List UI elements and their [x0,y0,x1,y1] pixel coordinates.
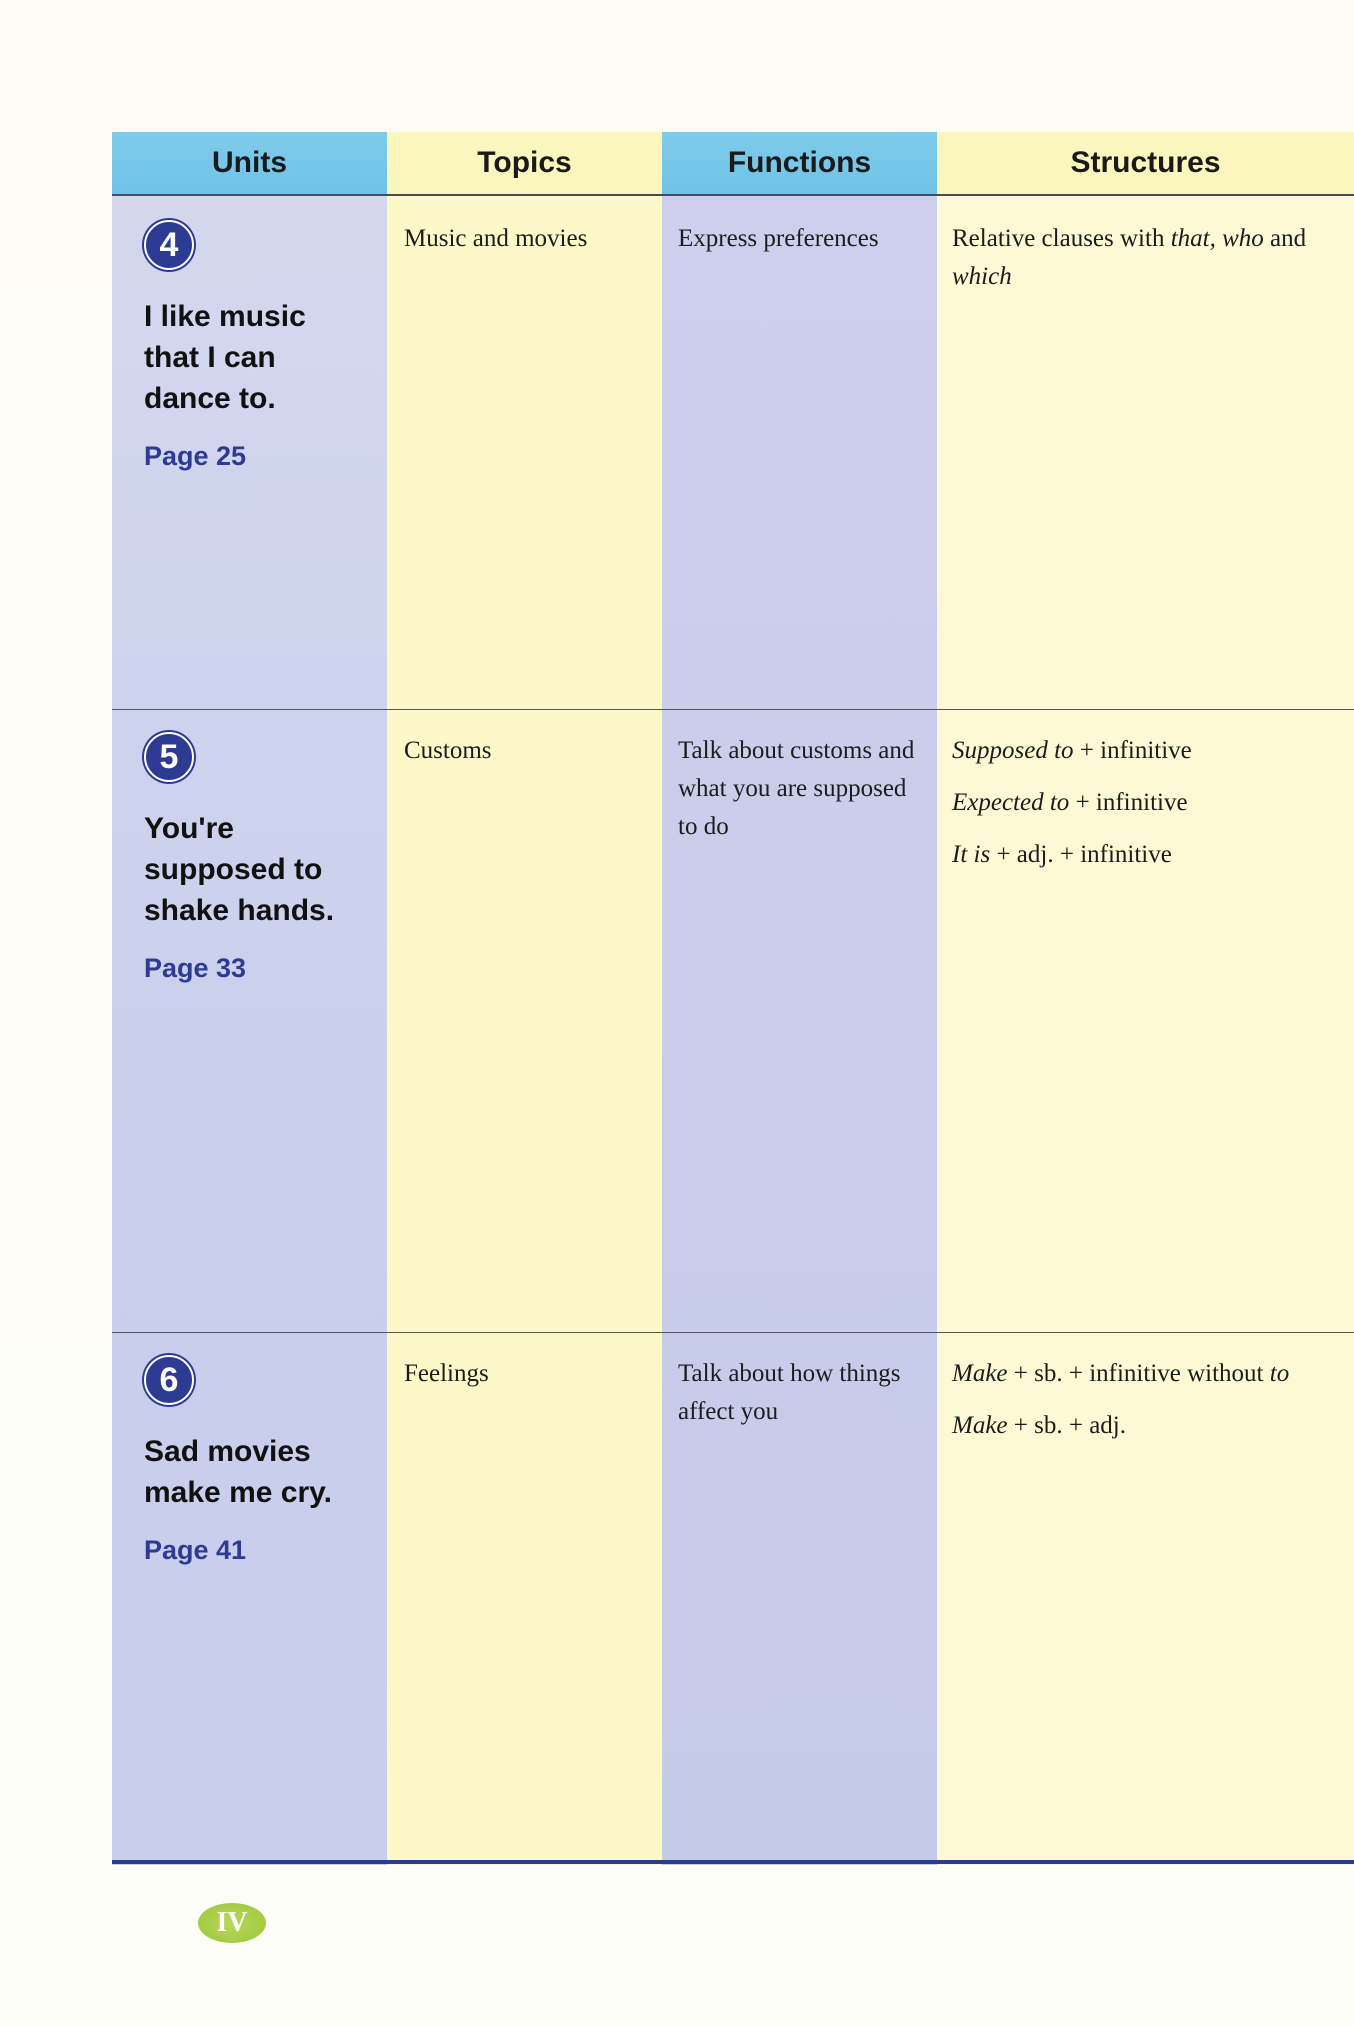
structure-keyword: to [1269,1360,1290,1387]
structures-column [937,132,1354,1865]
unit-title-line: You're [144,812,234,845]
structure-keyword: Expected to [952,789,1070,816]
structure-line [952,220,1342,296]
unit-title-line: shake hands. [144,894,335,927]
functions-column [662,132,937,1865]
structure-keyword: Make [952,1360,1008,1387]
structure-keyword: Supposed to [952,737,1074,764]
unit-title [144,296,374,419]
structure-line [952,1407,1342,1445]
unit-title [144,808,374,931]
unit-title-line: supposed to [144,853,323,886]
structure-keyword: that, who [1170,225,1264,252]
unit-title-line: Sad movies [144,1435,311,1468]
structure-keyword: It is [952,841,991,868]
header-units: Units [112,132,387,194]
header-functions: Functions [662,132,937,194]
structure-text: + sb. + infinitive without [1007,1360,1270,1387]
structure-line [952,1355,1342,1393]
unit-title-line: make me cry. [144,1476,332,1509]
structure-text: Relative clauses with [952,225,1171,252]
structure-keyword: Make [952,1412,1008,1439]
row-divider [112,1332,1354,1333]
unit-title [144,1431,374,1513]
unit-cell [144,1355,374,1569]
unit-title-line: that I can [144,341,276,374]
structure-text: and [1263,225,1307,252]
structure-text: + infinitive [1073,737,1192,764]
topic-cell: Music and movies [404,225,588,252]
structure-text: + sb. + adj. [1007,1412,1127,1439]
unit-number-badge: 6 [144,1355,194,1405]
unit-cell [144,220,374,475]
unit-cell [144,732,374,987]
structure-cell [952,1355,1342,1459]
function-cell: Express preferences [678,225,879,252]
structure-cell [952,732,1342,888]
structure-cell [952,220,1342,310]
structure-line [952,784,1342,822]
structure-line [952,732,1342,770]
unit-title-line: I like music [144,300,306,333]
unit-page-link[interactable]: Page 41 [144,1535,247,1565]
topics-column [387,132,662,1865]
header-structures: Structures [937,132,1354,194]
structure-line [952,836,1342,874]
function-cell: Talk about how things affect you [678,1360,901,1425]
structure-keyword: which [952,263,1012,290]
table-bottom-rule [112,1860,1354,1864]
function-cell: Talk about customs and what you are supposed to do [678,737,915,840]
unit-number-badge: 5 [144,732,194,782]
unit-page-link[interactable]: Page 25 [144,441,247,471]
row-divider [112,709,1354,710]
contents-table [112,132,1354,1865]
unit-number-badge: 4 [144,220,194,270]
structure-text: + infinitive [1069,789,1188,816]
topic-cell: Customs [404,737,492,764]
structure-text: + adj. + infinitive [990,841,1172,868]
header-divider [112,194,1354,196]
unit-page-link[interactable]: Page 33 [144,953,247,983]
topic-cell: Feelings [404,1360,489,1387]
header-topics: Topics [387,132,662,194]
unit-title-line: dance to. [144,382,276,415]
page-number-badge: IV [198,1903,266,1943]
